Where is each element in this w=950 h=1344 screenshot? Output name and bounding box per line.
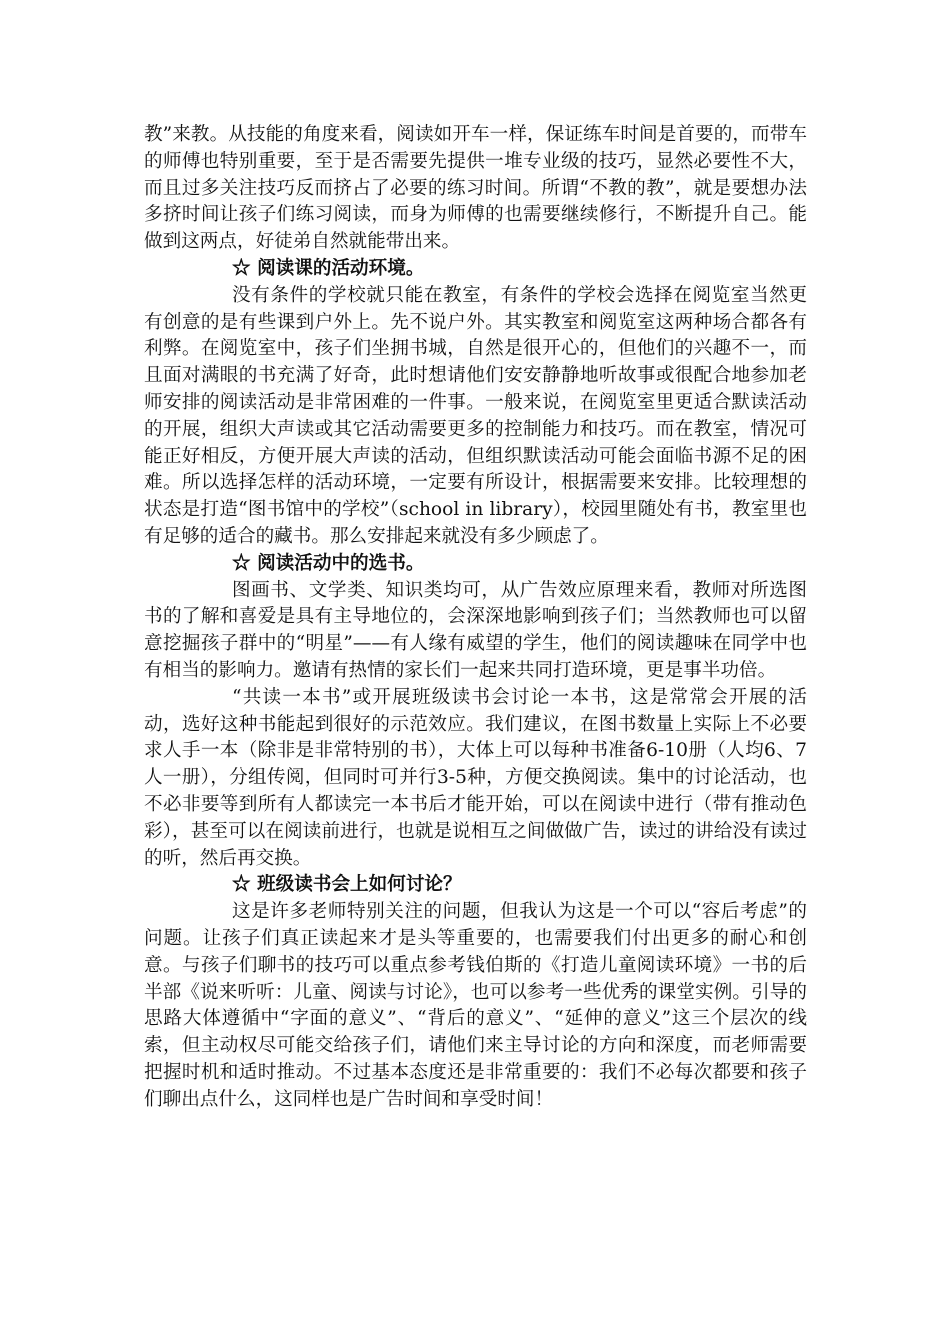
paragraph-book-types: 图画书、文学类、知识类均可，从广告效应原理来看，教师对所选图书的了解和喜爱是具有主导地位的，会深深地影响到孩子们；当然教师也可以留意挖掘孩子群中的“明星”——有人缘有威望的学生，他们的阅读趣味在同学中也有相当的影响力。邀请有热情的家长们一起来共同打造环境，更是事半功倍。 xyxy=(144,579,807,681)
section-heading-book-selection: ☆ 阅读活动中的选书。 xyxy=(232,552,425,574)
paragraph-shared-reading: “共读一本书”或开展班级读书会讨论一本书，这是常常会开展的活动，选好这种书能起到很好的示范效应。我们建议，在图书数量上实际上不必要求人手一本（除非是非常特别的书），大体上可以每种书准备6-10册（人均6、7人一册），分组传阅，但同时可并行3-5种，方便交换阅读。集中的讨论活动，也不必非要等到所有人都读完一本书后才能开始，可以在阅读中进行（带有推动色彩），甚至可以在阅读前进行，也就是说相互之间做做广告，读过的讲给没有读过的听，然后再交换。 xyxy=(144,686,807,869)
document-page xyxy=(144,122,807,1113)
section-heading-discussion: ☆ 班级读书会上如何讨论？ xyxy=(232,874,462,896)
section-heading-environment: ☆ 阅读课的活动环境。 xyxy=(232,257,425,279)
paragraph-discussion: 这是许多老师特别关注的问题，但我认为这是一个可以“容后考虑”的问题。让孩子们真正读起来才是头等重要的，也需要我们付出更多的耐心和创意。与孩子们聊书的技巧可以重点参考钱伯斯的《打造儿童阅读环境》一书的后半部《说来听听：儿童、阅读与讨论》，也可以参考一些优秀的课堂实例。引导的思路大体遵循中“字面的意义”、“背后的意义”、“延伸的意义”这三个层次的线索，但主动权尽可能交给孩子们，请他们来主导讨论的方向和深度，而老师需要把握时机和适时推动。不过基本态度还是非常重要的：我们不必每次都要和孩子们聊出点什么，这同样也是广告时间和享受时间！ xyxy=(144,901,807,1110)
paragraph-environment: 没有条件的学校就只能在教室，有条件的学校会选择在阅览室当然更有创意的是有些课到户外上。先不说户外。其实教室和阅览室这两种场合都各有利弊。在阅览室中，孩子们坐拥书城，自然是很开心的，但他们的兴趣不一，而且面对满眼的书充满了好奇，此时想请他们安安静静地听故事或很配合地参加老师安排的阅读活动是非常困难的一件事。一般来说，在阅览室里更适合默读活动的开展，组织大声读或其它活动需要更多的控制能力和技巧。而在教室，情况可能正好相反，方便开展大声读的活动，但组织默读活动可能会面临书源不足的困难。所以选择怎样的活动环境，一定要有所设计，根据需要来安排。比较理想的状态是打造“图书馆中的学校”（school in library），校园里随处有书，教室里也有足够的适合的藏书。那么安排起来就没有多少顾虑了。 xyxy=(144,284,807,547)
paragraph-intro-continuation: 教”来教。从技能的角度来看，阅读如开车一样，保证练车时间是首要的，而带车的师傅也特别重要，至于是否需要先提供一堆专业级的技巧，显然必要性不大，而且过多关注技巧反而挤占了必要的练习时间。所谓“不教的教”，就是要想办法多挤时间让孩子们练习阅读，而身为师傅的也需要继续修行，不断提升自己。能做到这两点，好徒弟自然就能带出来。 xyxy=(144,124,807,253)
